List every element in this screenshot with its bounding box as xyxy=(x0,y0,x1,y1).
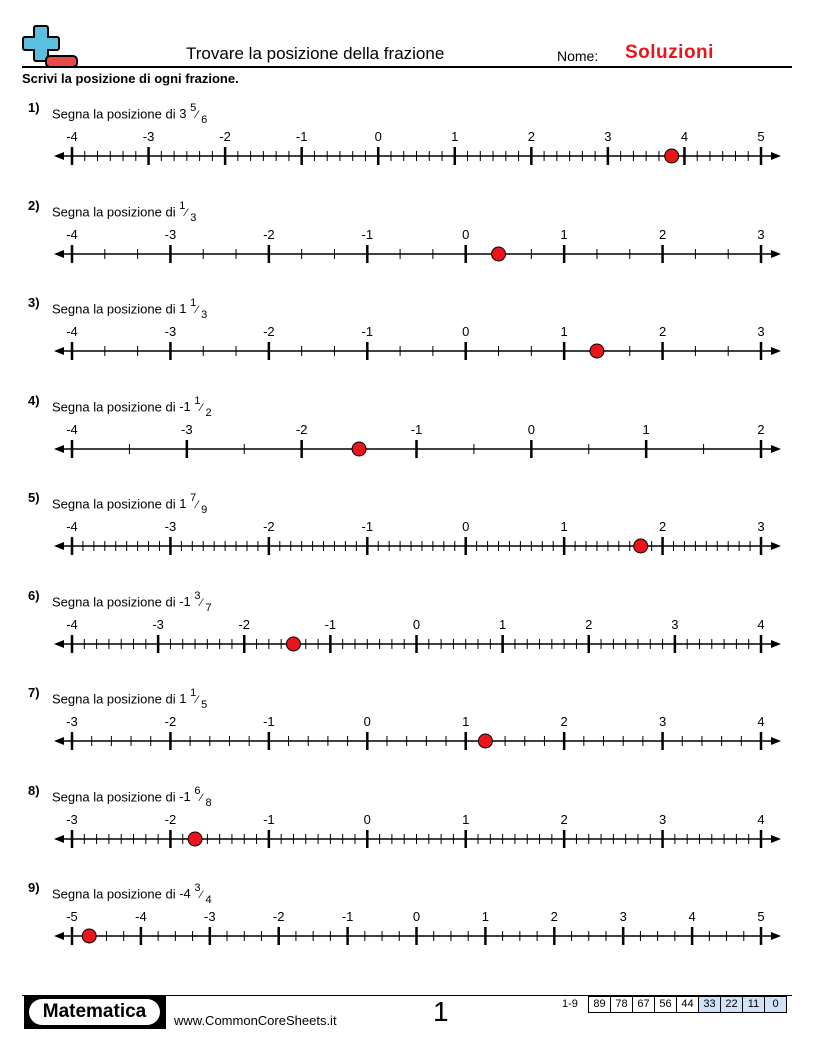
fraction-numerator: 6 xyxy=(194,785,201,797)
fraction-whole: 1 xyxy=(179,301,187,317)
tick-label: 1 xyxy=(462,714,470,729)
tick-label: -4 xyxy=(66,227,78,242)
fraction-denominator: 5 xyxy=(201,698,208,711)
problem-number: 6) xyxy=(28,588,40,603)
tick-label: 2 xyxy=(658,227,667,242)
problem-4 xyxy=(0,393,816,483)
instructions: Scrivi la posizione di ogni frazione. xyxy=(22,71,239,86)
answer-dot[interactable] xyxy=(188,832,202,846)
tick-label: 2 xyxy=(658,324,667,339)
tick-label: 0 xyxy=(374,129,382,144)
tick-label: -3 xyxy=(66,812,78,827)
answer-dot[interactable] xyxy=(665,149,679,163)
tick-label: -1 xyxy=(295,129,308,144)
fraction-whole: -1 xyxy=(179,789,191,805)
score-cell: 78 xyxy=(611,997,633,1012)
problem-number: 4) xyxy=(28,393,40,408)
problem-number: 1) xyxy=(28,100,40,115)
tick-label: -3 xyxy=(66,714,78,729)
tick-label: 1 xyxy=(451,129,459,144)
arrow-left-icon xyxy=(54,932,64,940)
tick-label: -1 xyxy=(263,812,275,827)
name-value: Soluzioni xyxy=(625,42,714,63)
score-cell: 11 xyxy=(743,997,765,1012)
fraction-slash: ⁄ xyxy=(185,207,191,220)
tick-label: -4 xyxy=(66,422,78,437)
fraction-denominator: 3 xyxy=(190,211,197,224)
prompt-text: Segna la posizione di xyxy=(52,106,176,122)
tick-label: 4 xyxy=(757,812,765,827)
arrow-right-icon xyxy=(771,542,781,550)
fraction-numerator: 1 xyxy=(179,200,186,212)
tick-label: -2 xyxy=(219,129,231,144)
fraction-numerator: 1 xyxy=(190,297,197,309)
tick-label: 4 xyxy=(688,909,696,924)
arrow-right-icon xyxy=(771,250,781,258)
tick-label: 2 xyxy=(527,129,535,144)
problem-number: 3) xyxy=(28,295,40,310)
tick-label: 0 xyxy=(462,324,470,339)
arrow-left-icon xyxy=(54,347,64,355)
tick-label: -4 xyxy=(135,909,147,924)
arrow-right-icon xyxy=(771,932,781,940)
answer-dot[interactable] xyxy=(492,247,506,261)
tick-label: 1 xyxy=(499,617,507,632)
tick-label: -2 xyxy=(164,714,177,729)
tick-label: -3 xyxy=(204,909,216,924)
answer-dot[interactable] xyxy=(478,734,492,748)
problem-9 xyxy=(0,880,816,970)
problem-3 xyxy=(0,295,816,385)
fraction-whole: -1 xyxy=(179,594,191,610)
tick-label: 5 xyxy=(757,909,765,924)
tick-label: 1 xyxy=(560,324,568,339)
score-cell: 56 xyxy=(655,997,677,1012)
tick-label: 2 xyxy=(585,617,593,632)
fraction-slash: ⁄ xyxy=(200,597,206,610)
tick-label: -1 xyxy=(361,227,374,242)
arrow-left-icon xyxy=(54,445,64,453)
tick-label: -1 xyxy=(361,324,374,339)
tick-label: -3 xyxy=(152,617,164,632)
tick-label: 1 xyxy=(462,812,470,827)
tick-label: -3 xyxy=(164,519,177,534)
tick-label: -1 xyxy=(263,714,275,729)
tick-label: 4 xyxy=(680,129,689,144)
score-cell: 22 xyxy=(721,997,743,1012)
fraction-slash: ⁄ xyxy=(200,792,206,805)
arrow-left-icon xyxy=(54,640,64,648)
tick-label: 3 xyxy=(757,227,765,242)
brand-badge xyxy=(24,996,166,1029)
prompt-text: Segna la posizione di xyxy=(52,789,176,805)
answer-dot[interactable] xyxy=(634,539,648,553)
tick-label: 0 xyxy=(363,812,371,827)
fraction-denominator: 9 xyxy=(201,503,208,516)
fraction-slash: ⁄ xyxy=(196,109,202,122)
tick-label: 2 xyxy=(757,422,765,437)
tick-label: 2 xyxy=(560,714,568,729)
tick-label: -2 xyxy=(263,227,275,242)
fraction-numerator: 1 xyxy=(190,687,197,699)
fraction-denominator: 3 xyxy=(201,308,208,321)
tick-label: 0 xyxy=(527,422,535,437)
answer-dot[interactable] xyxy=(352,442,366,456)
tick-label: -3 xyxy=(142,129,155,144)
fraction-whole: 1 xyxy=(179,496,187,512)
tick-label: -3 xyxy=(164,227,177,242)
fraction-numerator: 3 xyxy=(194,590,201,602)
answer-dot[interactable] xyxy=(590,344,604,358)
fraction-numerator: 7 xyxy=(190,492,197,504)
tick-label: 3 xyxy=(658,812,667,827)
fraction-denominator: 4 xyxy=(205,893,212,906)
answer-dot[interactable] xyxy=(82,929,96,943)
fraction-whole: -1 xyxy=(179,399,191,415)
tick-label: -2 xyxy=(238,617,251,632)
tick-label: 4 xyxy=(757,714,765,729)
tick-label: 3 xyxy=(604,129,612,144)
page-number: 1 xyxy=(433,996,449,1027)
score-cell: 0 xyxy=(765,997,786,1012)
problem-number: 8) xyxy=(28,783,40,798)
tick-label: 2 xyxy=(658,519,667,534)
tick-label: 0 xyxy=(462,227,470,242)
fraction-slash: ⁄ xyxy=(200,889,206,902)
tick-label: -4 xyxy=(66,519,78,534)
tick-label: 3 xyxy=(619,909,627,924)
arrow-left-icon xyxy=(54,835,64,843)
problem-7 xyxy=(0,685,816,775)
brand-label: Matematica xyxy=(29,999,160,1025)
tick-label: 4 xyxy=(757,617,765,632)
tick-label: -4 xyxy=(66,617,78,632)
prompt-text: Segna la posizione di xyxy=(52,886,176,902)
prompt-text: Segna la posizione di xyxy=(52,691,176,707)
tick-label: -4 xyxy=(66,129,78,144)
tick-label: 3 xyxy=(757,519,765,534)
fraction-whole: 1 xyxy=(179,691,187,707)
fraction-slash: ⁄ xyxy=(196,499,202,512)
tick-label: -1 xyxy=(410,422,423,437)
score-cell: 67 xyxy=(633,997,655,1012)
name-label: Nome: xyxy=(557,48,599,64)
worksheet-title: Trovare la posizione della frazione xyxy=(186,44,445,63)
header-divider xyxy=(22,66,792,68)
problem-number: 5) xyxy=(28,490,40,505)
tick-label: 3 xyxy=(757,324,765,339)
score-range-label: 1-9 xyxy=(562,998,578,1010)
prompt-text: Segna la posizione di xyxy=(52,204,176,220)
tick-label: 1 xyxy=(642,422,650,437)
fraction-slash: ⁄ xyxy=(196,694,202,707)
tick-label: -1 xyxy=(361,519,374,534)
fraction-slash: ⁄ xyxy=(200,402,206,415)
fraction-denominator: 6 xyxy=(201,113,208,126)
tick-label: 2 xyxy=(560,812,568,827)
tick-label: -1 xyxy=(341,909,354,924)
problem-number: 9) xyxy=(28,880,40,895)
tick-label: -2 xyxy=(263,324,275,339)
prompt-text: Segna la posizione di xyxy=(52,301,176,317)
problem-8 xyxy=(0,783,816,873)
tick-label: 1 xyxy=(481,909,490,924)
arrow-left-icon xyxy=(54,250,64,258)
site-url: www.CommonCoreSheets.it xyxy=(174,1013,337,1028)
score-cell: 89 xyxy=(589,997,611,1012)
prompt-text: Segna la posizione di xyxy=(52,594,176,610)
tick-label: 3 xyxy=(671,617,679,632)
fraction-whole: 3 xyxy=(179,106,187,122)
tick-label: -3 xyxy=(164,324,177,339)
tick-label: 5 xyxy=(757,129,765,144)
fraction-numerator: 1 xyxy=(194,395,201,407)
fraction-whole: -4 xyxy=(179,886,191,902)
tick-label: -4 xyxy=(66,324,78,339)
problem-1 xyxy=(0,100,816,190)
fraction-numerator: 3 xyxy=(194,882,201,894)
prompt-text: Segna la posizione di xyxy=(52,496,176,512)
fraction-denominator: 7 xyxy=(205,601,212,614)
tick-label: 2 xyxy=(550,909,558,924)
tick-label: 0 xyxy=(412,617,421,632)
problem-number: 2) xyxy=(28,198,40,213)
fraction-numerator: 5 xyxy=(190,102,197,114)
arrow-left-icon xyxy=(54,542,64,550)
tick-label: 1 xyxy=(560,519,568,534)
tick-label: -2 xyxy=(295,422,308,437)
prompt-text: Segna la posizione di xyxy=(52,399,176,415)
fraction-denominator: 2 xyxy=(205,406,212,419)
arrow-right-icon xyxy=(771,347,781,355)
fraction-denominator: 8 xyxy=(205,796,212,809)
tick-label: -5 xyxy=(66,909,78,924)
tick-label: 0 xyxy=(363,714,371,729)
arrow-right-icon xyxy=(771,152,781,160)
tick-label: -2 xyxy=(263,519,275,534)
tick-label: 0 xyxy=(412,909,421,924)
problem-6 xyxy=(0,588,816,678)
tick-label: 3 xyxy=(658,714,667,729)
arrow-right-icon xyxy=(771,835,781,843)
problem-5 xyxy=(0,490,816,580)
score-cell: 33 xyxy=(699,997,721,1012)
logo-plus-minus-icon xyxy=(22,24,80,68)
tick-label: 1 xyxy=(560,227,568,242)
tick-label: 0 xyxy=(462,519,470,534)
arrow-right-icon xyxy=(771,445,781,453)
score-cell: 44 xyxy=(677,997,699,1012)
arrow-right-icon xyxy=(771,640,781,648)
problem-number: 7) xyxy=(28,685,40,700)
problem-2 xyxy=(0,198,816,288)
tick-label: -3 xyxy=(181,422,193,437)
answer-dot[interactable] xyxy=(286,637,300,651)
tick-label: -2 xyxy=(272,909,285,924)
arrow-left-icon xyxy=(54,152,64,160)
arrow-right-icon xyxy=(771,737,781,745)
tick-label: -1 xyxy=(324,617,337,632)
tick-label: -2 xyxy=(164,812,177,827)
arrow-left-icon xyxy=(54,737,64,745)
fraction-slash: ⁄ xyxy=(196,304,202,317)
score-table xyxy=(588,996,787,1013)
